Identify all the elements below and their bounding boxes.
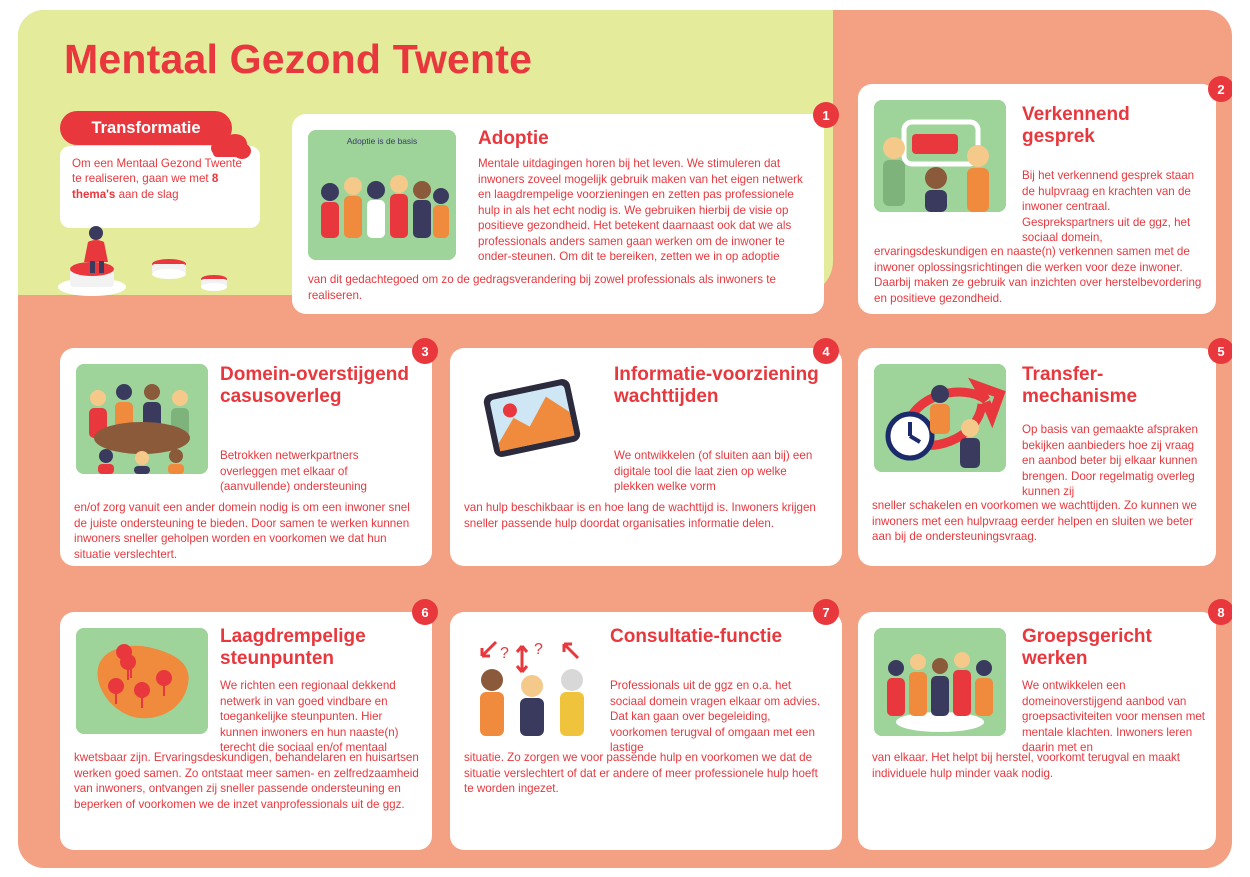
casusoverleg-body: Betrokken netwerkpartners overleggen met elkaar of (aanvullende) ondersteuning: [220, 449, 367, 494]
card-number-badge: 7: [813, 599, 839, 625]
casusoverleg-body-overflow: en/of zorg vanuit een ander domein nodig is om een inwoner snel de juiste ondersteuning te bieden. Door samen te werken kunnen inwoners sneller geholpen worden en voorkomen we dat hun situatie verslechtert.: [74, 501, 410, 561]
groepsgericht-illustration: [874, 628, 1006, 736]
transformatie-intro-bold: 8 thema's: [72, 172, 219, 201]
theme-card-informatievoorziening-wachttijden: [450, 348, 842, 566]
card-number-badge: 5: [1208, 338, 1232, 364]
groepsgericht-title: Groepsgericht werken: [1022, 626, 1152, 670]
theme-card-verkennend-gesprek: [858, 84, 1216, 314]
theme-card-transfermechanisme: [858, 348, 1216, 566]
consultatie-body-overflow: situatie. Zo zorgen we voor passende hulp en voorkomen we dat de situatie verslechtert of dat er andere of meer professionele hulp hoeft te worden ingezet.: [464, 751, 818, 796]
group-of-people-icon: [308, 130, 456, 260]
group-circle-icon: [874, 628, 1006, 736]
casusoverleg-illustration: [76, 364, 208, 474]
groepsgericht-body-overflow: van elkaar. Het helpt bij herstel, voorkomt terugval en maakt individuele hulp minder vaak nodig.: [872, 751, 1181, 780]
wachttijden-illustration: [466, 364, 598, 472]
consultatie-body: Professionals uit de ggz en o.a. het sociaal domein vragen elkaar om advies. Dat kan gaan over begeleiding, voorkomen terugval of omgaan met een lastige: [610, 679, 821, 755]
transfer-body-overflow: sneller schakelen en voorkomen we wachttijden. Zo kunnen we inwoners met een hulpvraag eerder helpen en sluiten we beter aan bij de ondersteuningsvraag.: [872, 499, 1197, 544]
adoptie-thumb-caption: Adoptie is de basis: [346, 136, 418, 146]
steunpunten-body: We richten een regionaal dekkend netwerk in van goed vindbare en toegankelijke steunpunten. Hier kunnen inwoners en hun naaste(n) terecht die sociaal en/of mentaal: [220, 679, 399, 755]
consultatie-illustration: [466, 628, 598, 736]
theme-card-laagdrempelige-steunpunten: [60, 612, 432, 850]
steunpunten-body-overflow: kwetsbaar zijn. Ervaringsdeskundigen, behandelaren en huisartsen werken goed samen. Zo ontstaat meer samen- en zelfredzaamheid van inwoners, ontvangen zij sneller passende ondersteuning en beperken of voorkomen we de inzet vanprofessionals uit de ggz.: [74, 751, 419, 811]
cloud-icon: [208, 132, 254, 164]
consultatie-title: Consultatie-functie: [610, 626, 783, 647]
casusoverleg-title: Domein-overstijgend casusoverleg: [220, 364, 409, 408]
tablet-chart-icon: [466, 364, 598, 472]
verkennend-gesprek-illustration: [874, 100, 1006, 212]
transformatie-badge: Transformatie: [60, 111, 232, 145]
theme-card-adoptie: [292, 114, 824, 314]
page-title: Mentaal Gezond Twente: [64, 36, 533, 82]
transfer-body: Op basis van gemaakte afspraken bekijken aanbieders hoe zij vraag en aanbod beter bij elkaar kunnen brengen. Door regelmatig overleg kunnen zij: [1022, 423, 1198, 499]
verkennend-gesprek-body: Bij het verkennend gesprek staan de hulpvraag en krachten van de inwoner centraal. Gesprekspartners uit de ggz, het sociaal domein,: [1022, 169, 1195, 245]
transformatie-intro-part1: Om een Mentaal Gezond Twente te realiseren, gaan we met: [72, 157, 242, 186]
wachttijden-body: We ontwikkelen (of sluiten aan bij) een digitale tool die laat zien op welke plekken welke vorm: [614, 449, 813, 494]
card-number-badge: 2: [1208, 76, 1232, 102]
map-pins-icon: [76, 628, 208, 734]
transfer-illustration: [874, 364, 1006, 472]
svg-text:?: ?: [500, 645, 509, 662]
theme-card-domein-overstijgend-casusoverleg: [60, 348, 432, 566]
conversation-icon: [874, 100, 1006, 212]
svg-text:?: ?: [534, 641, 543, 658]
groepsgericht-body: We ontwikkelen een domeinoverstijgend aanbod van groepsactiviteiten voor mensen met mentale klachten. Inwoners leren daarin met en: [1022, 679, 1206, 755]
steunpunten-title: Laagdrempelige steunpunten: [220, 626, 366, 670]
poster-canvas: [18, 10, 1232, 868]
card-number-badge: 6: [412, 599, 438, 625]
verkennend-gesprek-body-overflow: ervaringsdeskundigen en naaste(n) verkennen samen met de inwoner oplossingsrichtingen die werken voor deze inwoner. Daarbij maken ze gebruik van inzichten over herstelbevordering en positieve gezondheid.: [874, 245, 1202, 305]
theme-card-consultatiefunctie: [450, 612, 842, 850]
transformatie-intro-part2: aan de slag: [115, 187, 179, 201]
adoptie-title: Adoptie: [478, 128, 549, 149]
advice-exchange-icon: [466, 628, 598, 736]
adoptie-illustration: [308, 130, 456, 260]
card-number-badge: 4: [813, 338, 839, 364]
steunpunten-illustration: [76, 628, 208, 734]
transfer-title: Transfer-mechanisme: [1022, 364, 1138, 408]
wachttijden-title: Informatie-voorziening wachttijden: [614, 364, 819, 408]
card-number-badge: 3: [412, 338, 438, 364]
header-illustration: [48, 225, 268, 297]
theme-card-groepsgericht-werken: [858, 612, 1216, 850]
adoptie-body: Mentale uitdagingen horen bij het leven. We stimuleren dat inwoners zoveel mogelijk gebruik maken van het eigen netwerk en laagdrempelige voorzieningen en zetten pas professionele hulp in als het echt nodig is. We gebruiken hierbij de visie op positieve gezondheid. Het betekent daarnaast ook dat we als professionals anders samen gaan werken om de inwoner te onder-steunen. Om dit te bereiken, zetten we in op adoptie: [478, 157, 803, 264]
verkennend-gesprek-title: Verkennend gesprek: [1022, 104, 1130, 148]
card-number-badge: 8: [1208, 599, 1232, 625]
adoptie-body-overflow: van dit gedachtegoed om zo de gedragsverandering bij zowel professionals als inwoners te realiseren.: [308, 273, 776, 302]
card-number-badge: 1: [813, 102, 839, 128]
wachttijden-body-overflow: van hulp beschikbaar is en hoe lang de wachttijd is. Inwoners krijgen sneller passende hulp doordat organisaties informatie delen.: [464, 501, 816, 530]
meeting-table-icon: [76, 364, 208, 474]
clock-arrow-icon: [874, 364, 1006, 472]
